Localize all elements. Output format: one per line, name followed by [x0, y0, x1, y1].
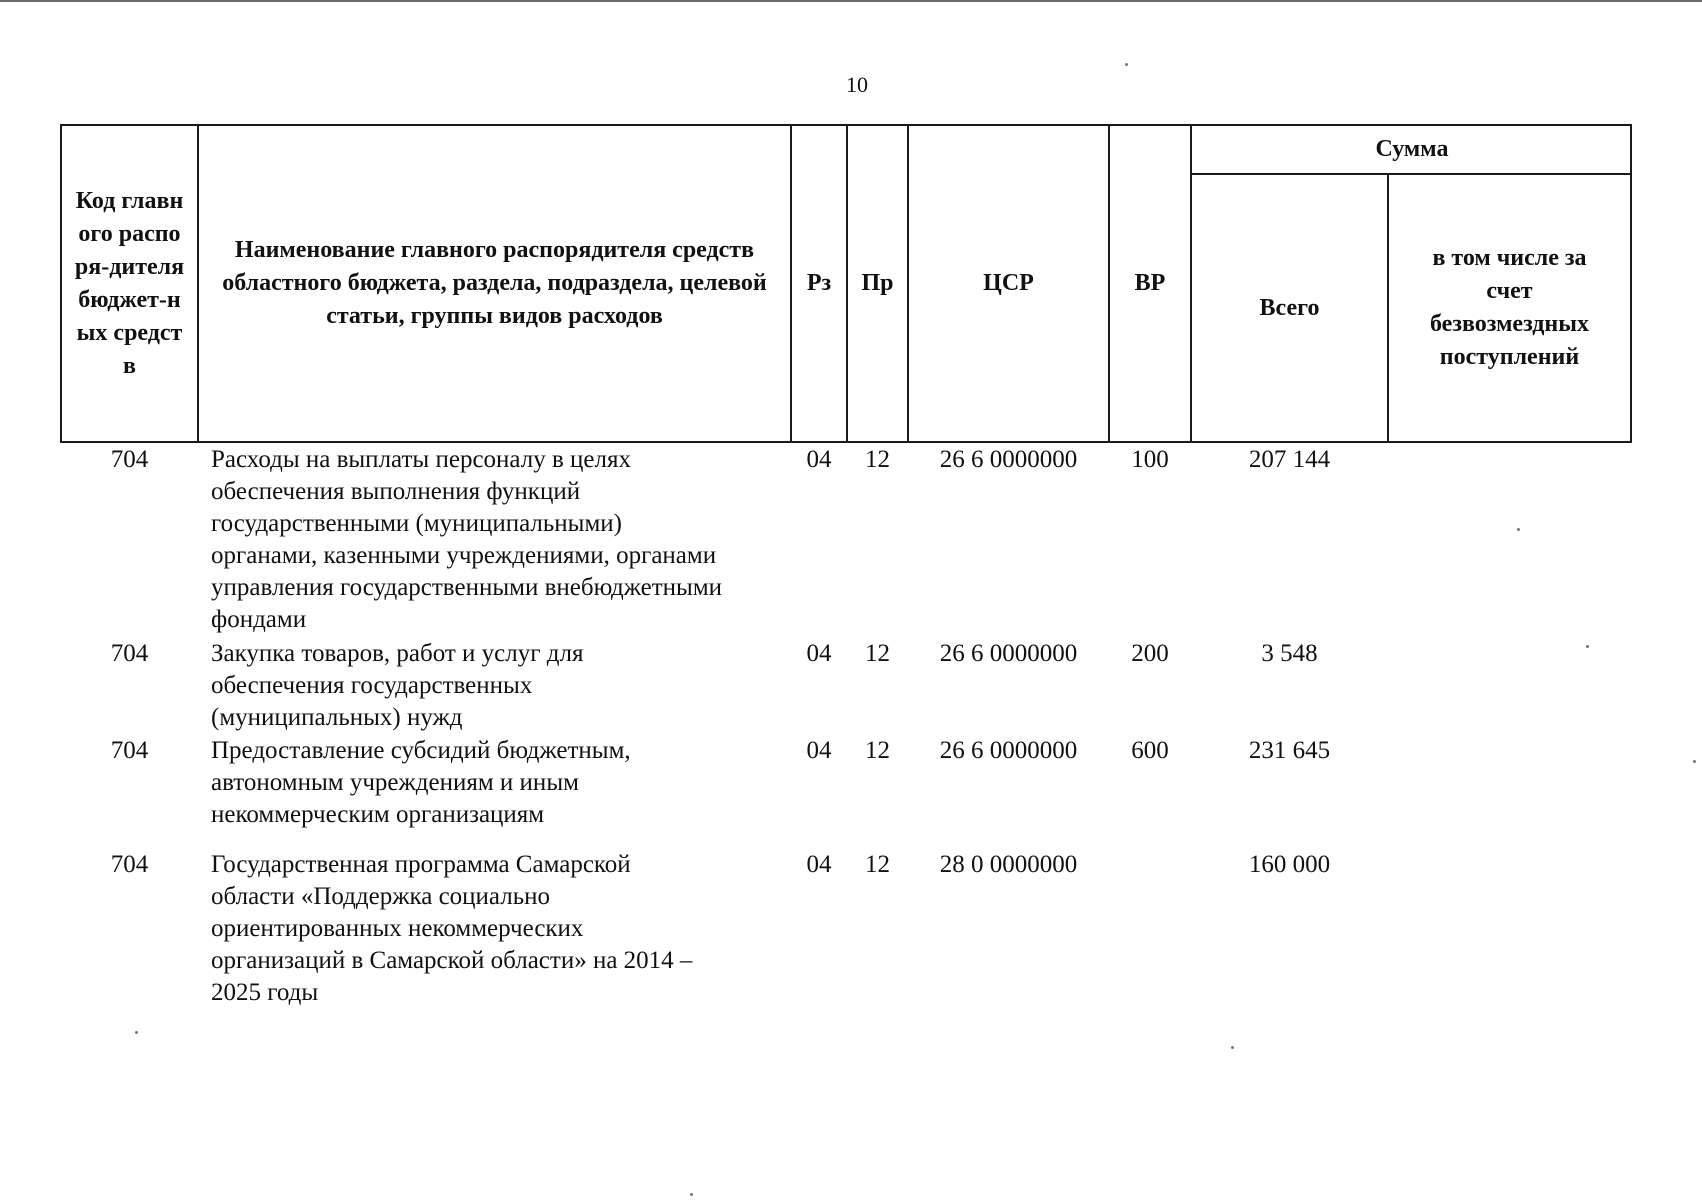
scan-speck	[690, 1193, 693, 1196]
scan-speck	[1693, 760, 1696, 763]
col-line-2	[790, 124, 792, 443]
col-line-5	[1108, 124, 1110, 443]
row-rz: 04	[806, 737, 832, 764]
scan-speck	[1125, 63, 1128, 66]
row-code: 704	[110, 851, 149, 878]
col-line-0	[60, 124, 62, 443]
row-csr: 26 6 0000000	[939, 737, 1078, 764]
row-code: 704	[110, 737, 149, 764]
header-vr: ВР	[1134, 270, 1166, 296]
scan-speck	[1517, 528, 1520, 531]
row-pr: 12	[865, 851, 890, 878]
row-name: Предоставление субсидий бюджетным, автономным учреждениям и иным некоммерческим организациям	[211, 737, 631, 828]
row-total: 207 144	[1248, 446, 1331, 473]
row-name: Государственная программа Самарской области «Поддержка социально ориентированных некоммерческих организаций в Самарской области» на 2014 – 2025 годы	[211, 851, 693, 1006]
row-vr: 200	[1131, 640, 1169, 667]
scan-speck	[135, 1031, 138, 1034]
row-name: Расходы на выплаты персоналу в целях обеспечения выполнения функций государственными (муниципальными) органами, казенными учреждениями, органами управления государственными внебюджетными фондами	[211, 446, 723, 633]
row-total: 231 645	[1248, 737, 1331, 764]
row-csr: 26 6 0000000	[939, 446, 1078, 473]
row-csr: 28 0 0000000	[939, 851, 1078, 878]
col-line-4	[907, 124, 909, 443]
header-name	[201, 126, 788, 441]
row-rz: 04	[806, 446, 832, 473]
row-vr: 100	[1131, 446, 1169, 473]
row-csr: 26 6 0000000	[939, 640, 1078, 667]
col-line-6	[1190, 124, 1192, 443]
row-rz: 04	[806, 640, 832, 667]
row-code: 704	[110, 446, 149, 473]
header-sum: Сумма	[1375, 136, 1449, 162]
col-line-3	[846, 124, 848, 443]
header-code	[64, 126, 195, 441]
row-total: 3 548	[1261, 640, 1318, 667]
row-total: 160 000	[1248, 851, 1331, 878]
header-pr: Пр	[861, 270, 894, 296]
col-line-8	[1630, 124, 1632, 443]
scan-speck	[1231, 1046, 1234, 1049]
row-pr: 12	[865, 737, 890, 764]
header-total: Всего	[1259, 294, 1320, 321]
row-rz: 04	[806, 851, 832, 878]
row-pr: 12	[865, 446, 890, 473]
page-top-border	[0, 0, 1702, 2]
row-vr: 600	[1131, 737, 1169, 764]
header-rz: Рз	[806, 270, 832, 296]
col-line-1	[197, 124, 199, 443]
header-incl-text: в том числе за счет безвозмездных поступлений	[1430, 245, 1589, 370]
header-csr: ЦСР	[983, 270, 1034, 296]
header-code-text: Код главного распоря-дителя бюджет-ных средств	[74, 187, 185, 379]
col-line-7	[1387, 173, 1389, 443]
row-code: 704	[110, 640, 149, 667]
scan-speck	[1586, 645, 1589, 648]
header-name-text: Наименование главного распорядителя средств областного бюджета, раздела, подраздела, целевой статьи, группы видов расходов	[222, 237, 767, 329]
row-pr: 12	[865, 640, 890, 667]
row-name: Закупка товаров, работ и услуг для обеспечения государственных (муниципальных) нужд	[211, 640, 584, 731]
page-number: 10	[846, 72, 868, 97]
header-incl	[1391, 175, 1628, 441]
